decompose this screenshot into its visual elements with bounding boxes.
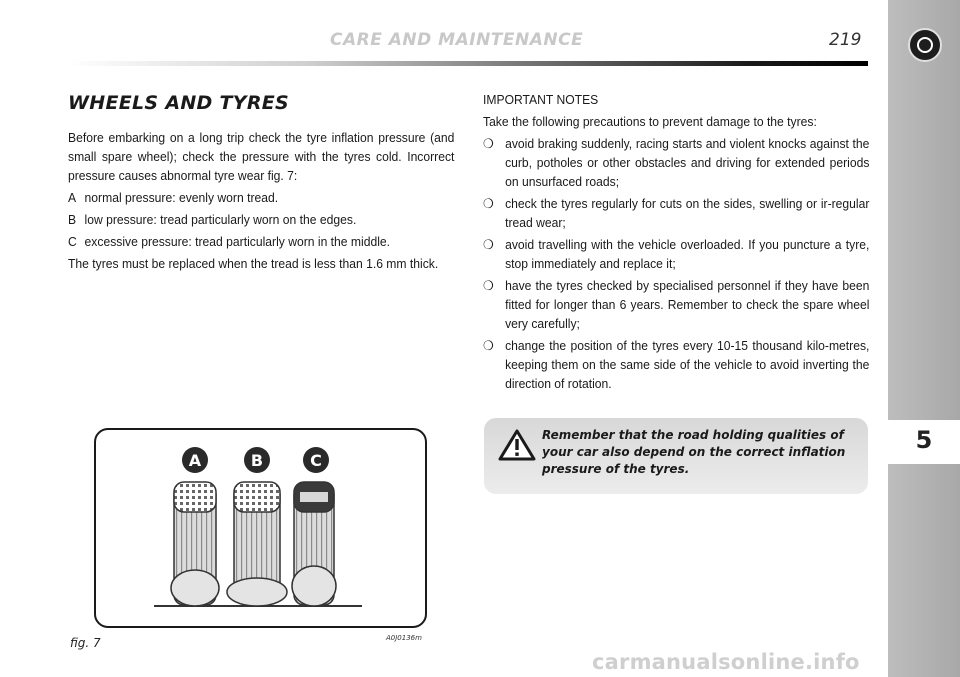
list-item xyxy=(68,210,454,229)
bullet-text: avoid travelling with the vehicle overloaded. If you puncture a tyre, stop immediately and replace it; xyxy=(505,237,870,271)
list-item xyxy=(483,235,869,273)
chapter-number: 5 xyxy=(915,426,933,454)
right-column-text xyxy=(483,90,869,396)
warning-box xyxy=(484,418,868,494)
label-badge-b xyxy=(244,447,270,473)
circle-bullet-icon: ❍ xyxy=(483,338,494,353)
notes-intro: Take the following precautions to prevent damage to the tyres: xyxy=(483,114,817,129)
circle-bullet-icon: ❍ xyxy=(483,196,494,211)
bullet-text: change the position of the tyres every 10-15 thousand kilo-metres, keeping them on the same side of the vehicle to avoid inverting the direction of rotation. xyxy=(505,338,870,391)
warning-triangle-icon xyxy=(498,428,536,462)
intro-paragraph: Before embarking on a long trip check the tyre inflation pressure (and small spare wheel); check the pressure with the tyres cold. Incorrect pressure causes abnormal tyre wear fig. 7: xyxy=(68,130,455,183)
list-item-text: low pressure: tread particularly worn on the edges. xyxy=(84,212,357,227)
figure-caption: fig. 7 xyxy=(70,636,101,650)
circle-bullet-icon: ❍ xyxy=(483,278,494,293)
list-item xyxy=(483,134,869,191)
list-item-letter: A xyxy=(68,190,77,205)
left-column-text xyxy=(68,128,454,276)
brand-logo-icon xyxy=(908,28,942,62)
running-header-title: CARE AND MAINTENANCE xyxy=(330,30,584,50)
list-item xyxy=(68,188,454,207)
tyre-a xyxy=(171,482,219,606)
label-badge-c xyxy=(303,447,329,473)
bullet-text: have the tyres checked by specialised personnel if they have been fitted for longer than 6 years. Remember to check the spare wheel very carefully; xyxy=(505,278,870,331)
tyre-illustration xyxy=(96,430,425,626)
label-b: B xyxy=(250,451,264,470)
chapter-side-tab xyxy=(888,0,960,677)
page-number: 219 xyxy=(829,30,862,50)
circle-bullet-icon: ❍ xyxy=(483,237,494,252)
list-item-text: excessive pressure: tread particularly worn in the middle. xyxy=(84,234,391,249)
bullet-text: check the tyres regularly for cuts on the sides, swelling or ir-regular tread wear; xyxy=(505,196,870,230)
closing-paragraph: The tyres must be replaced when the tread is less than 1.6 mm thick. xyxy=(68,256,439,271)
list-item-letter: C xyxy=(68,234,77,249)
list-item xyxy=(483,336,869,393)
header-rule xyxy=(68,61,868,66)
bullet-text: avoid braking suddenly, racing starts and violent knocks against the curb, potholes or other obstacles and driving for extended periods on unsurfaced roads; xyxy=(505,136,870,189)
tyre-wear-figure xyxy=(94,428,427,628)
list-item-text: normal pressure: evenly worn tread. xyxy=(84,190,279,205)
figure-code: A0J0136m xyxy=(386,634,422,642)
list-item-letter: B xyxy=(68,212,77,227)
list-item xyxy=(483,194,869,232)
circle-bullet-icon: ❍ xyxy=(483,136,494,151)
notes-heading: IMPORTANT NOTES xyxy=(483,92,599,107)
warning-text: Remember that the road holding qualities of your car also depend on the correct inflation pressure of the tyres. xyxy=(542,428,846,476)
label-c: C xyxy=(310,451,322,470)
watermark: carmanualsonline.info xyxy=(592,650,860,674)
tyre-c xyxy=(292,482,336,606)
tyre-b xyxy=(227,482,287,606)
chapter-marker xyxy=(888,420,960,464)
label-a: A xyxy=(188,451,202,470)
list-item xyxy=(483,276,869,333)
label-badge-a xyxy=(182,447,208,473)
list-item xyxy=(68,232,454,251)
section-title: WHEELS AND TYRES xyxy=(68,92,290,114)
